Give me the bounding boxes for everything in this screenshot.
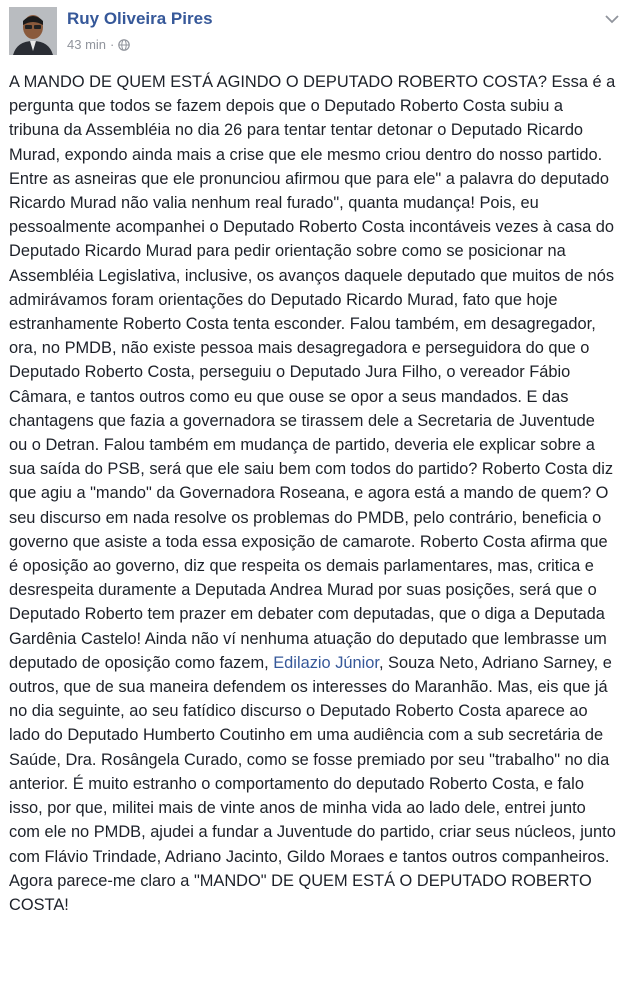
meta-separator: · — [110, 37, 115, 52]
author-name[interactable]: Ruy Oliveira Pires — [67, 9, 213, 28]
post-body-text-part-1: A MANDO DE QUEM ESTÁ AGINDO O DEPUTADO ROBERTO COSTA? Essa é a pergunta que todos se fazem depois que o Deputado Roberto Costa subiu a tribuna da Assembléia no dia 26 para tentar tentar detonar o Deputado Ricardo Murad, expondo ainda mais a crise que ele mesmo criou dentro do nosso partido. Entre as asneiras que ele pronunciou afirmou que para ele" a palavra do deputado Ricardo Murad não valia nenhum real furado", quanta mudança! Pois, eu pessoalmente acompanhei o Deputado Roberto Costa incontáveis vezes à casa do Deputado Ricardo Murad para pedir orientação sobre como se posicionar na Assembléia Legislativa, inclusive, os avanços daquele deputado que muitos de nós admirávamos foram orientações do Deputado Ricardo Murad, fato que hoje estranhamente Roberto Costa tenta esconder. Falou também, em desagregador, ora, no PMDB, não existe pessoa mais desagregadora e perseguidora do que o Deputado Roberto Costa, perseguiu o Deputado Jura Filho, o vereador Fábio Câmara, e tantos outros como eu que ouse se opor a seus mandados. E das chantagens que fazia a governadora se tirassem dele a Secretaria de Juventude ou o Detran. Falou também em mudança de partido, deveria ele explicar sobre a sua saída do PSB, será que ele saiu bem com todos do partido? Roberto Costa diz que agiu a "mando" da Governadora Roseana, e agora está a mando de quem? O seu discurso em nada resolve os problemas do PMDB, pelo contrário, beneficia o governo que asiste a toda essa exposição de camarote. Roberto Costa afirma que é oposição ao governo, diz que respeita os demais parlamentares, mas, critica e desrespeita duramente a Deputada Andrea Murad por suas posições, será que o Deputado Roberto tem prazer em debater com deputadas, que o diga a Deputada Gardênia Castelo! Ainda não ví nenhuma atuação do deputado que lembrasse um deputado de oposição como fazem, — [9, 73, 616, 672]
globe-icon[interactable] — [118, 39, 130, 51]
post-body — [9, 70, 617, 917]
post-meta — [67, 37, 130, 52]
post-body-text-part-2: , Souza Neto, Adriano Sarney, e outros, que de sua maneira defendem os interesses do Maranhão. Mas, eis que já no dia seguinte, ao seu fatídico discurso o Deputado Roberto Costa aparece ao lado do Deputado Humberto Coutinho em uma audiência com a sub secretária de Saúde, Dra. Rosângela Curado, como se fosse premiado por seu "trabalho" no dia anterior. É muito estranho o comportamento do deputado Roberto Costa, e falo isso, por que, militei mais de vinte anos de minha vida ao lado dele, entrei junto com ele no PMDB, ajudei a fundar a Juventude do partido, criar seus núcleos, junto com Flávio Trindade, Adriano Jacinto, Gildo Moraes e tantos outros companheiros. Agora parece-me claro a "MANDO" DE QUEM ESTÁ O DEPUTADO ROBERTO COSTA! — [9, 653, 616, 914]
mention-link[interactable]: Edilazio Júnior — [273, 653, 379, 672]
avatar[interactable] — [9, 7, 57, 55]
chevron-down-icon[interactable] — [604, 13, 620, 25]
post-header — [0, 0, 628, 64]
post-timestamp[interactable]: 43 min — [67, 37, 107, 52]
profile-photo — [9, 7, 57, 55]
